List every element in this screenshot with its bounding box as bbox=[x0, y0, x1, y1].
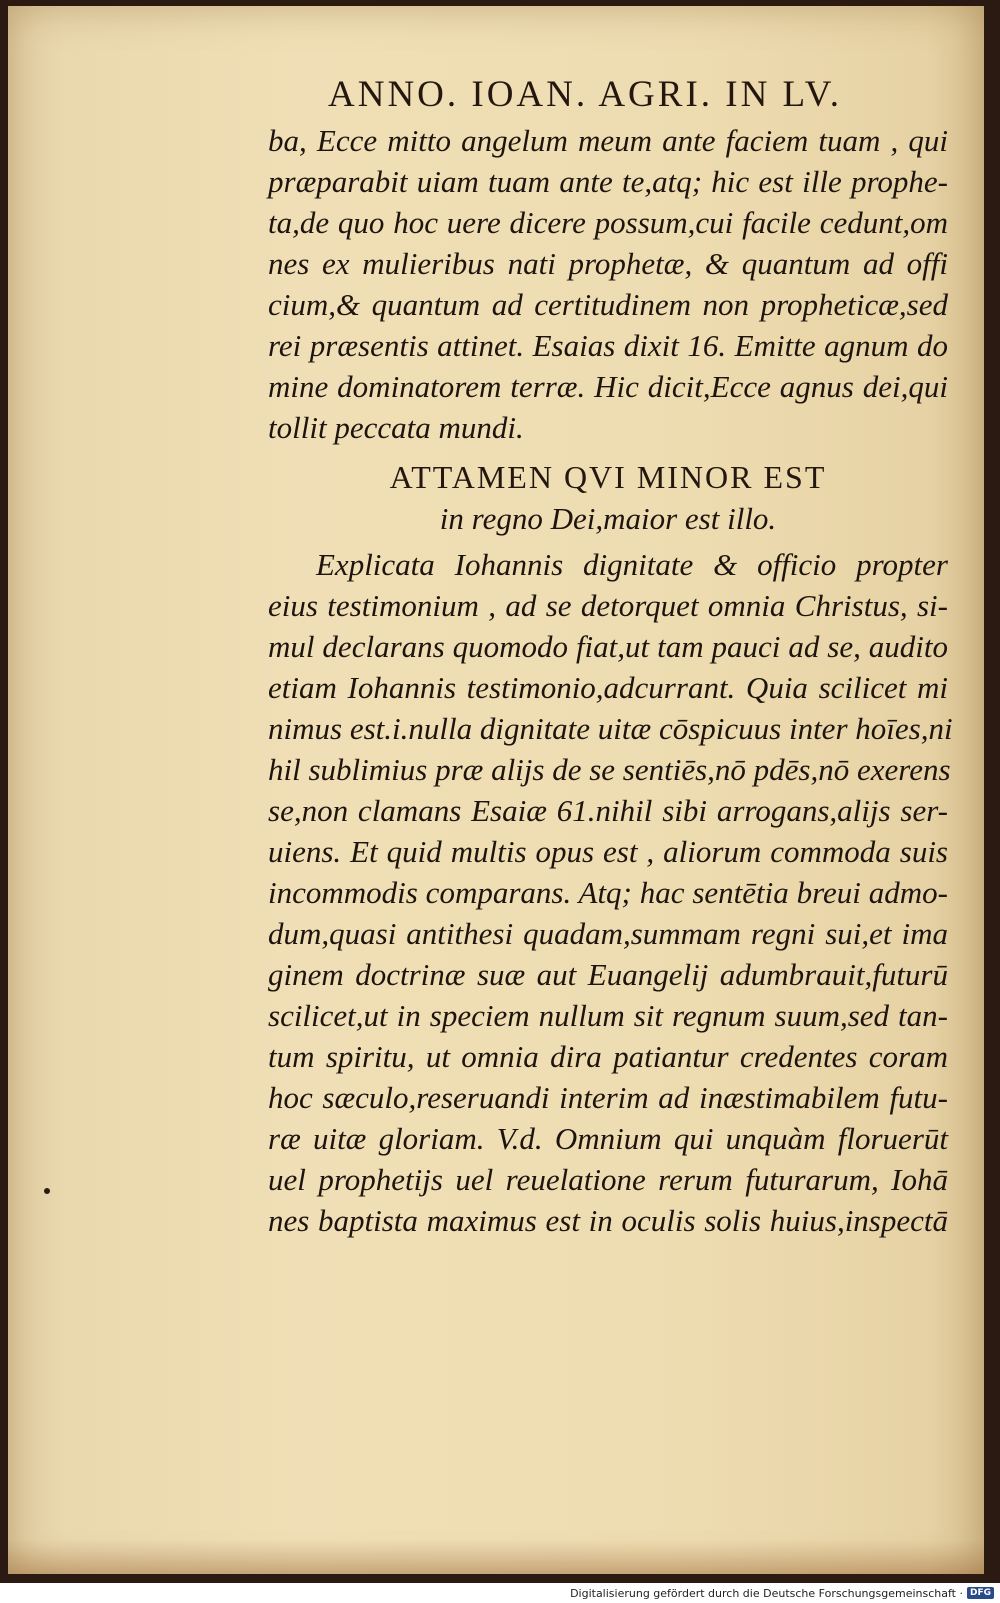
section-subheading: in regno Dei,maior est illo. bbox=[439, 501, 777, 536]
text-line: cium,& quantum ad certitudinem non propheticæ,sed bbox=[268, 287, 948, 322]
text-line: hil sublimius præ alijs de se sentiēs,nō pdēs,nō exerens bbox=[268, 752, 951, 787]
footer-text: Digitalisierung gefördert durch die Deutsche Forschungsgemeinschaft · bbox=[570, 1586, 963, 1600]
text-line: nes baptista maximus est in oculis solis huius,inspectā bbox=[268, 1203, 948, 1238]
section-heading: ATTAMEN QVI MINOR EST bbox=[389, 459, 827, 495]
text-line: ba, Ecce mitto angelum meum ante faciem tuam , qui bbox=[268, 123, 948, 158]
text-line: rei præsentis attinet. Esaias dixit 16. Emitte agnum do bbox=[268, 328, 948, 363]
text-line: tollit peccata mundi. bbox=[268, 410, 524, 445]
text-line: uel prophetijs uel reuelatione rerum futurarum, Iohā bbox=[268, 1162, 948, 1197]
text-line: mul declarans quomodo fiat,ut tam pauci ad se, audito bbox=[268, 629, 948, 664]
paragraph-1 bbox=[268, 120, 948, 448]
text-line: uiens. Et quid multis opus est , aliorum commoda suis bbox=[268, 834, 948, 869]
text-line: eius testimonium , ad se detorquet omnia Christus, si- bbox=[268, 588, 948, 623]
text-line: se,non clamans Esaiæ 61.nihil sibi arrogans,alijs ser- bbox=[268, 793, 948, 828]
text-line: ginem doctrinæ suæ aut Euangelij adumbrauit,futurū bbox=[268, 957, 948, 992]
text-line: hoc sæculo,reseruandi interim ad inæstimabilem futu- bbox=[268, 1080, 948, 1115]
text-line: dum,quasi antithesi quadam,summam regni sui,et ima bbox=[268, 916, 948, 951]
text-line: præparabit uiam tuam ante te,atq; hic est ille prophe- bbox=[268, 164, 948, 199]
text-line: Explicata Iohannis dignitate & officio propter bbox=[316, 547, 948, 582]
text-line: ta,de quo hoc uere dicere possum,cui facile cedunt,om bbox=[268, 205, 948, 240]
text-line: mine dominatorem terræ. Hic dicit,Ecce agnus dei,qui bbox=[268, 369, 948, 404]
text-line: scilicet,ut in speciem nullum sit regnum suum,sed tan- bbox=[268, 998, 948, 1033]
dfg-logo: DFG bbox=[967, 1587, 994, 1599]
text-line: etiam Iohannis testimonio,adcurrant. Quia scilicet mi bbox=[268, 670, 948, 705]
running-head: ANNO. IOAN. AGRI. IN LV. bbox=[328, 74, 842, 115]
digitization-footer bbox=[570, 1585, 994, 1601]
text-line: nes ex mulieribus nati prophetæ, & quantum ad offi bbox=[268, 246, 948, 281]
text-line: nimus est.i.nulla dignitate uitæ cōspicuus inter hoīes,ni bbox=[268, 711, 953, 746]
text-line: ræ uitæ gloriam. V.d. Omnium qui unquàm floruerūt bbox=[268, 1121, 948, 1156]
text-line: incommodis comparans. Atq; hac sentētia breui admo- bbox=[268, 875, 948, 910]
paragraph-2 bbox=[268, 544, 953, 1241]
text-line: tum spiritu, ut omnia dira patiantur credentes coram bbox=[268, 1039, 948, 1074]
margin-mark bbox=[44, 1188, 50, 1194]
text-block bbox=[268, 72, 953, 1241]
